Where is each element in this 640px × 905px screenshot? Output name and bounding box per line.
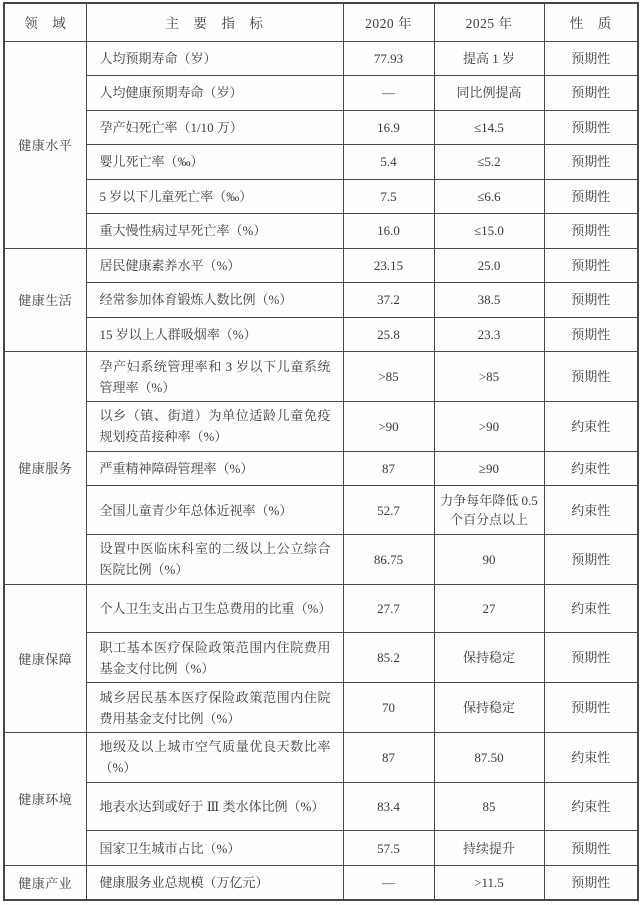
value-2020-cell: 57.5 bbox=[343, 831, 434, 866]
value-2020-cell: — bbox=[343, 865, 434, 900]
header-row bbox=[4, 3, 638, 41]
table-row bbox=[4, 401, 638, 451]
indicator-cell: 孕产妇死亡率（1/10 万） bbox=[86, 110, 343, 145]
indicator-cell: 经常参加体育锻炼人数比例（%） bbox=[86, 283, 343, 318]
table-row bbox=[4, 283, 638, 318]
indicator-cell: 以乡（镇、街道）为单位适龄儿童免疫规划疫苗接种率（%） bbox=[86, 401, 343, 451]
table-row bbox=[4, 732, 638, 782]
indicator-cell: 人均预期寿命（岁） bbox=[86, 41, 343, 76]
value-2020-cell: 87 bbox=[343, 732, 434, 782]
table-row bbox=[4, 782, 638, 831]
category-cell-health-level: 健康水平 bbox=[4, 41, 86, 248]
value-2025-cell: ≥90 bbox=[434, 451, 544, 486]
value-2020-cell: 37.2 bbox=[343, 283, 434, 318]
nature-cell: 约束性 bbox=[544, 401, 638, 451]
table-row bbox=[4, 633, 638, 683]
table-row bbox=[4, 41, 638, 76]
category-cell-health-industry: 健康产业 bbox=[4, 865, 86, 900]
value-2025-cell: ≤15.0 bbox=[434, 214, 544, 249]
nature-cell: 约束性 bbox=[544, 782, 638, 831]
value-2025-cell: 提高 1 岁 bbox=[434, 41, 544, 76]
nature-cell: 约束性 bbox=[544, 486, 638, 535]
table-row bbox=[4, 248, 638, 283]
nature-cell: 预期性 bbox=[544, 110, 638, 145]
indicator-cell: 个人卫生支出占卫生总费用的比重（%） bbox=[86, 584, 343, 633]
value-2025-cell: ≤6.6 bbox=[434, 179, 544, 214]
value-2025-cell: 38.5 bbox=[434, 283, 544, 318]
header-2025: 2025 年 bbox=[434, 3, 544, 41]
indicator-cell: 孕产妇系统管理率和 3 岁以下儿童系统管理率（%） bbox=[86, 352, 343, 402]
value-2020-cell: 52.7 bbox=[343, 486, 434, 535]
nature-cell: 预期性 bbox=[544, 633, 638, 683]
value-2025-cell: >85 bbox=[434, 352, 544, 402]
value-2025-cell: 保持稳定 bbox=[434, 633, 544, 683]
nature-cell: 预期性 bbox=[544, 534, 638, 584]
indicator-cell: 5 岁以下儿童死亡率（‰） bbox=[86, 179, 343, 214]
nature-cell: 预期性 bbox=[544, 76, 638, 111]
indicator-cell: 重大慢性病过早死亡率（%） bbox=[86, 214, 343, 249]
nature-cell: 预期性 bbox=[544, 179, 638, 214]
value-2020-cell: 86.75 bbox=[343, 534, 434, 584]
value-2020-cell: 25.8 bbox=[343, 317, 434, 352]
table-row bbox=[4, 584, 638, 633]
value-2025-cell: 同比例提高 bbox=[434, 76, 544, 111]
indicator-cell: 地级及以上城市空气质量优良天数比率（%） bbox=[86, 732, 343, 782]
table-header bbox=[4, 3, 638, 41]
header-2020: 2020 年 bbox=[343, 3, 434, 41]
indicator-cell: 城乡居民基本医疗保险政策范围内住院费用基金支付比例（%） bbox=[86, 683, 343, 733]
value-2020-cell: 87 bbox=[343, 451, 434, 486]
indicator-cell: 居民健康素养水平（%） bbox=[86, 248, 343, 283]
indicator-cell: 婴儿死亡率（‰） bbox=[86, 145, 343, 180]
indicator-cell: 地表水达到或好于 Ⅲ 类水体比例（%） bbox=[86, 782, 343, 831]
value-2025-cell: >11.5 bbox=[434, 865, 544, 900]
table-row bbox=[4, 831, 638, 866]
value-2025-cell: 23.3 bbox=[434, 317, 544, 352]
table-row bbox=[4, 317, 638, 352]
nature-cell: 预期性 bbox=[544, 145, 638, 180]
value-2020-cell: 23.15 bbox=[343, 248, 434, 283]
table-row bbox=[4, 486, 638, 535]
nature-cell: 预期性 bbox=[544, 831, 638, 866]
table-body bbox=[4, 41, 638, 900]
value-2020-cell: 16.0 bbox=[343, 214, 434, 249]
value-2020-cell: — bbox=[343, 76, 434, 111]
nature-cell: 约束性 bbox=[544, 732, 638, 782]
value-2025-cell: >90 bbox=[434, 401, 544, 451]
indicator-cell: 健康服务业总规模（万亿元） bbox=[86, 865, 343, 900]
nature-cell: 预期性 bbox=[544, 317, 638, 352]
value-2020-cell: 83.4 bbox=[343, 782, 434, 831]
health-indicators-table bbox=[3, 2, 639, 901]
header-domain: 领 域 bbox=[4, 3, 86, 41]
nature-cell: 预期性 bbox=[544, 683, 638, 733]
indicator-cell: 职工基本医疗保险政策范围内住院费用基金支付比例（%） bbox=[86, 633, 343, 683]
header-nature: 性 质 bbox=[544, 3, 638, 41]
value-2020-cell: 85.2 bbox=[343, 633, 434, 683]
table-row bbox=[4, 214, 638, 249]
value-2025-cell: 保持稳定 bbox=[434, 683, 544, 733]
value-2020-cell: 16.9 bbox=[343, 110, 434, 145]
nature-cell: 预期性 bbox=[544, 214, 638, 249]
value-2025-cell: 87.50 bbox=[434, 732, 544, 782]
value-2025-cell: 持续提升 bbox=[434, 831, 544, 866]
indicator-cell: 严重精神障碍管理率（%） bbox=[86, 451, 343, 486]
value-2020-cell: 5.4 bbox=[343, 145, 434, 180]
indicator-cell: 人均健康预期寿命（岁） bbox=[86, 76, 343, 111]
table-row bbox=[4, 534, 638, 584]
value-2020-cell: 7.5 bbox=[343, 179, 434, 214]
table-row bbox=[4, 352, 638, 402]
value-2025-cell: ≤14.5 bbox=[434, 110, 544, 145]
table-row bbox=[4, 179, 638, 214]
nature-cell: 约束性 bbox=[544, 584, 638, 633]
category-cell-healthy-environment: 健康环境 bbox=[4, 732, 86, 865]
table-row bbox=[4, 451, 638, 486]
value-2020-cell: 70 bbox=[343, 683, 434, 733]
table-row bbox=[4, 145, 638, 180]
table-row bbox=[4, 865, 638, 900]
value-2025-cell: 力争每年降低 0.5 个百分点以上 bbox=[434, 486, 544, 535]
value-2020-cell: >85 bbox=[343, 352, 434, 402]
nature-cell: 预期性 bbox=[544, 41, 638, 76]
indicator-cell: 设置中医临床科室的二级以上公立综合医院比例（%） bbox=[86, 534, 343, 584]
value-2020-cell: >90 bbox=[343, 401, 434, 451]
category-cell-health-security: 健康保障 bbox=[4, 584, 86, 732]
indicator-cell: 国家卫生城市占比（%） bbox=[86, 831, 343, 866]
header-main-indicators: 主 要 指 标 bbox=[86, 3, 343, 41]
category-cell-healthy-life: 健康生活 bbox=[4, 248, 86, 352]
value-2020-cell: 27.7 bbox=[343, 584, 434, 633]
value-2025-cell: ≤5.2 bbox=[434, 145, 544, 180]
nature-cell: 预期性 bbox=[544, 865, 638, 900]
nature-cell: 预期性 bbox=[544, 352, 638, 402]
indicator-cell: 15 岁以上人群吸烟率（%） bbox=[86, 317, 343, 352]
nature-cell: 预期性 bbox=[544, 248, 638, 283]
nature-cell: 预期性 bbox=[544, 283, 638, 318]
value-2025-cell: 27 bbox=[434, 584, 544, 633]
value-2025-cell: 85 bbox=[434, 782, 544, 831]
category-cell-health-services: 健康服务 bbox=[4, 352, 86, 585]
nature-cell: 约束性 bbox=[544, 451, 638, 486]
table-row bbox=[4, 76, 638, 111]
table-row bbox=[4, 110, 638, 145]
indicator-cell: 全国儿童青少年总体近视率（%） bbox=[86, 486, 343, 535]
value-2025-cell: 25.0 bbox=[434, 248, 544, 283]
table-row bbox=[4, 683, 638, 733]
value-2025-cell: 90 bbox=[434, 534, 544, 584]
value-2020-cell: 77.93 bbox=[343, 41, 434, 76]
